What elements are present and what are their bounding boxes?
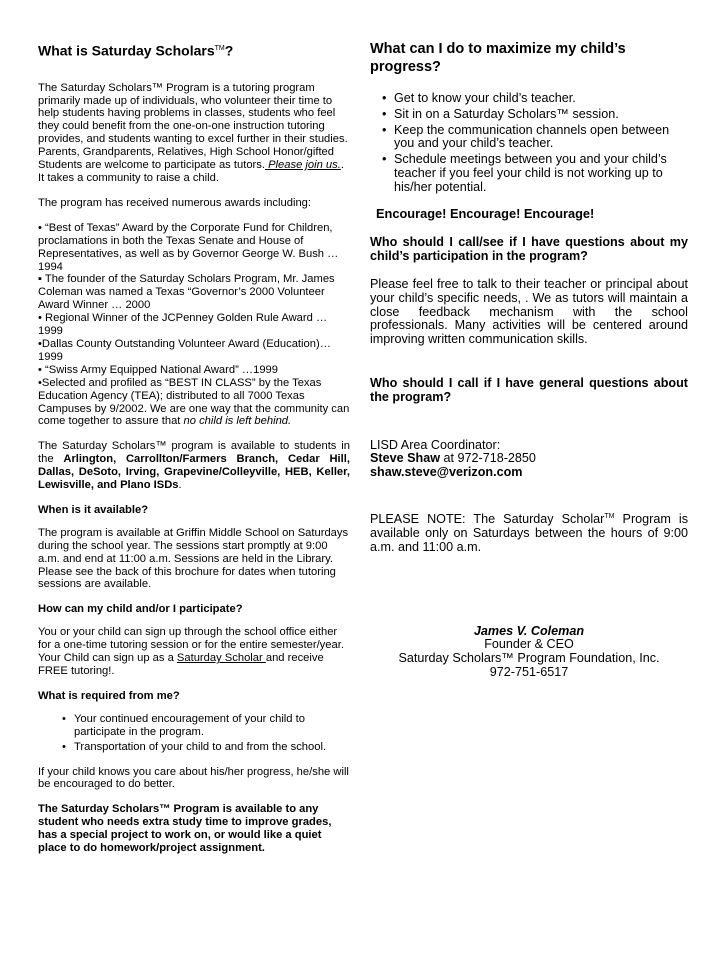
tips-list — [370, 92, 688, 195]
question-how: How can my child and/or I participate? — [38, 603, 243, 616]
specific-paragraph: Please feel free to talk to their teacher or principal about your child’s specific needs, . We as tutors will maintain a close feedback mechanism with the school professionals. Many activities will be centered around improving written communication skills. — [370, 276, 688, 347]
list-item: • Sit in on a Saturday Scholars™ session. — [382, 108, 688, 122]
how-paragraph: You or your child can sign up through the school office either for a one-time tutoring session or for the entire semester/year. Your Child can sign up as a Saturday Scholar and receive FREE tutoring!. — [38, 626, 344, 677]
availability-paragraph: The Saturday Scholars™ program is available to students in the Arlington, Carrollton/Farmers Branch, Cedar Hill, Dallas, DeSoto, Irving, Grapevine/Colleyville, HEB, Keller, Lewisville, and Plano ISDs. — [38, 440, 350, 492]
signature-block — [370, 625, 688, 680]
list-item: • Keep the communication channels open between you and your child’s teacher. — [382, 124, 688, 152]
requirements-list — [38, 713, 350, 754]
list-item: • Transportation of your child to and from the school. — [62, 741, 350, 754]
saturday-scholar-link[interactable]: Saturday Scholar — [176, 652, 266, 665]
list-item: • Your continued encouragement of your child to participate in the program. — [62, 713, 350, 739]
care-paragraph: If your child knows you care about his/her progress, he/she will be encouraged to do better. — [38, 765, 349, 791]
right-title: What can I do to maximize my child’s progress? — [370, 41, 626, 75]
foundation-name: Saturday Scholars™ Program Foundation, Inc. — [398, 651, 660, 666]
award-item: • Regional Winner of the JCPenney Golden Rule Award …1999 — [38, 312, 328, 338]
coordinator-label: LISD Area Coordinator: — [370, 437, 501, 452]
coordinator-email[interactable]: shaw.steve@verizon.com — [370, 465, 523, 480]
founder-name: James V. Coleman — [473, 623, 585, 638]
awards-intro: The program has received numerous awards including: — [38, 196, 311, 209]
join-us-link[interactable]: Please join us. — [264, 159, 341, 172]
list-item: • Get to know your child’s teacher. — [382, 92, 688, 106]
left-title: What is Saturday Scholars™? — [38, 42, 234, 59]
coordinator-contact: Steve Shaw at 972-718-2850 — [370, 451, 536, 466]
award-item: • “Swiss Army Equipped National Award” …1999 — [38, 363, 279, 376]
coordinator-block — [370, 439, 688, 480]
right-column — [370, 40, 688, 680]
closing-paragraph: The Saturday Scholars™ Program is available to any student who needs extra study time to improve grades, has a special project to work on, or would like a quiet place to do homework/project assignment. — [38, 803, 332, 855]
question-when: When is it available? — [38, 503, 149, 516]
when-paragraph: The program is available at Griffin Middle School on Saturdays during the school year. The sessions start promptly at 9:00 a.m. and end at 11:00 a.m. Sessions are held in the Library. Please see the back of this brochure for dates when tutoring sessions are available. — [38, 526, 349, 591]
note-paragraph: PLEASE NOTE: The Saturday Scholar™ Program is available only on Saturdays between the hours of 9:00 a.m. and 11:00 a.m. — [370, 512, 688, 554]
question-required: What is required from me? — [38, 689, 180, 702]
list-item: • Schedule meetings between you and your child’s teacher if you feel your child is not working up to his/her potential. — [382, 153, 688, 194]
awards-list — [38, 222, 350, 429]
founder-title: Founder & CEO — [484, 637, 574, 652]
award-item: • “Best of Texas” Award by the Corporate Fund for Children, proclamations in both the Texas Senate and House of Representatives, as well as by Governor George W. Bush …1994 — [38, 221, 339, 273]
intro-paragraph: The Saturday Scholars™ Program is a tutoring program primarily made up of individuals, who volunteer their time to help students having problems in classes, students who feel they could benefit from the one-on-one instruction tutoring provides, and students wanting to excel further in their studies. Parents, Grandparents, Relatives, High School Honor/gifted Students are welcome to participate as tutors. Please join us.. It takes a community to raise a child. — [38, 81, 348, 184]
question-specific: Who should I call/see if I have questions about my child’s participation in the program? — [370, 235, 688, 264]
award-item: •Selected and profiled as “BEST IN CLASS” by the Texas Education Agency (TEA); distributed to all 7000 Texas Campuses by 9/2002. We are one way that the community can come together to assure that no child is left behind. — [38, 376, 350, 428]
question-general: Who should I call if I have general questions about the program? — [370, 375, 688, 404]
foundation-phone: 972-751-6517 — [489, 664, 569, 679]
award-item: ▪ The founder of the Saturday Scholars Program, Mr. James Coleman was named a Texas “Governor’s 2000 Volunteer Award Winner … 2000 — [38, 273, 335, 312]
encourage-line: Encourage! Encourage! Encourage! — [376, 205, 595, 221]
left-column — [38, 40, 350, 867]
award-item: •Dallas County Outstanding Volunteer Award (Education)…1999 — [38, 337, 331, 363]
